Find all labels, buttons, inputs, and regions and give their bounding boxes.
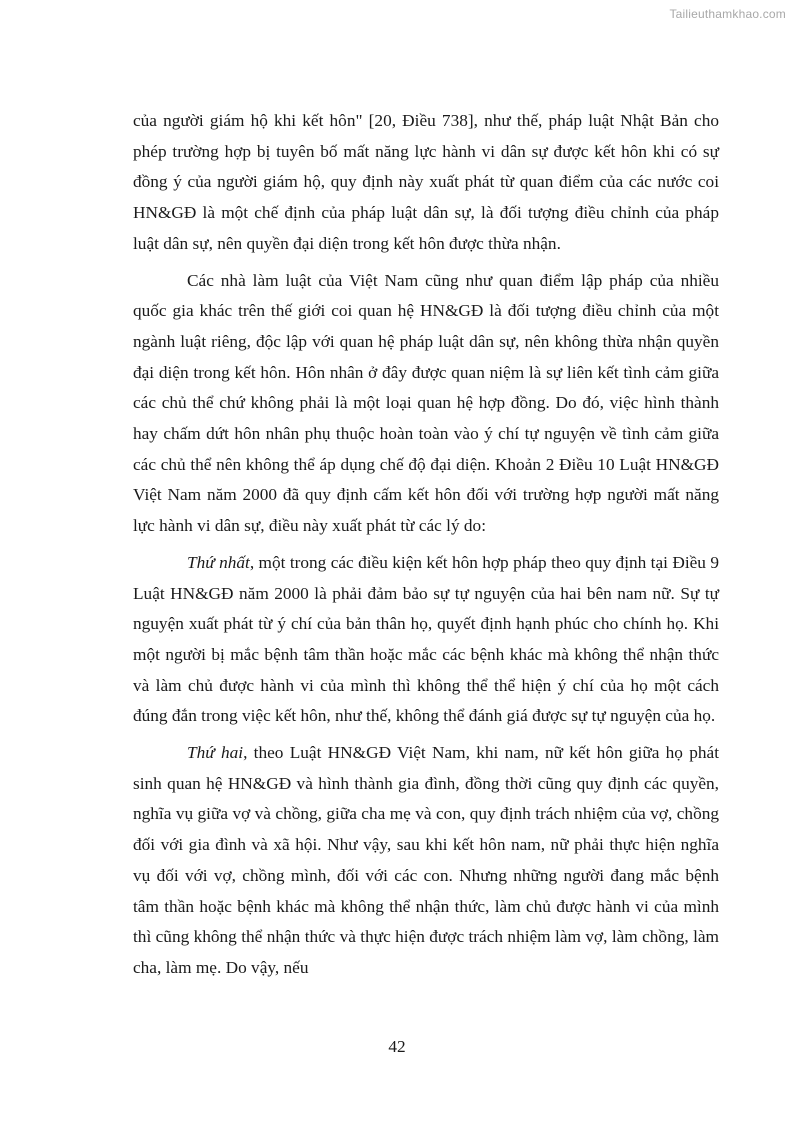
paragraph-lead: Thứ hai	[187, 743, 244, 763]
watermark: Tailieuthamkhao.com	[669, 7, 786, 21]
document-body	[133, 106, 719, 984]
paragraph-vietnam-view	[133, 266, 719, 542]
paragraph-text: , theo Luật HN&GĐ Việt Nam, khi nam, nữ kết hôn giữa họ phát sinh quan hệ HN&GĐ và hình thành gia đình, đồng thời cũng quy định các quyền, nghĩa vụ giữa vợ và chồng, giữa cha mẹ và con, quy định trách nhiệm của vợ, chồng đối với gia đình và xã hội. Như vậy, sau khi kết hôn nam, nữ phải thực hiện nghĩa vụ đối với vợ, chồng mình, đối với các con. Nhưng những người đang mắc bệnh tâm thần hoặc bệnh khác mà không thể nhận thức, làm chủ được hành vi của mình thì cũng không thể nhận thức và thực hiện được trách nhiệm làm vợ, làm chồng, làm cha, làm mẹ. Do vậy, nếu	[133, 743, 719, 977]
paragraph-text: Các nhà làm luật của Việt Nam cũng như quan điểm lập pháp của nhiều quốc gia khác trên thế giới coi quan hệ HN&GĐ là đối tượng điều chỉnh của một ngành luật riêng, độc lập với quan hệ pháp luật dân sự, nên không thừa nhận quyền đại diện trong kết hôn. Hôn nhân ở đây được quan niệm là sự liên kết tình cảm giữa các chủ thể chứ không phải là một loại quan hệ hợp đồng. Do đó, việc hình thành hay chấm dứt hôn nhân phụ thuộc hoàn toàn vào ý chí tự nguyện về tình cảm giữa các chủ thể nên không thể áp dụng chế độ đại diện. Khoản 2 Điều 10 Luật HN&GĐ Việt Nam năm 2000 đã quy định cấm kết hôn đối với trường hợp người mất năng lực hành vi dân sự, điều này xuất phát từ các lý do:	[133, 270, 719, 536]
paragraph-lead: Thứ nhất	[187, 552, 250, 572]
paragraph-first-reason	[133, 548, 719, 732]
page-number: 42	[388, 1037, 406, 1056]
paragraph-second-reason	[133, 738, 719, 984]
paragraph-text: của người giám hộ khi kết hôn" [20, Điều 738], như thế, pháp luật Nhật Bản cho phép trường hợp bị tuyên bố mất năng lực hành vi dân sự được kết hôn khi có sự đồng ý của người giám hộ, quy định này xuất phát từ quan điểm của các nước coi HN&GĐ là một chế định của pháp luật dân sự, là đối tượng điều chỉnh của pháp luật dân sự, nên quyền đại diện trong kết hôn được thừa nhận.	[133, 111, 719, 253]
paragraph-text: , một trong các điều kiện kết hôn hợp pháp theo quy định tại Điều 9 Luật HN&GĐ năm 2000 là phải đảm bảo sự tự nguyện của hai bên nam nữ. Sự tự nguyện xuất phát từ ý chí của bản thân họ, quyết định hạnh phúc cho chính họ. Khi một người bị mắc bệnh tâm thần hoặc mắc các bệnh khác mà không thể nhận thức và làm chủ được hành vi của mình thì không thể thể hiện ý chí của họ một cách đúng đắn trong việc kết hôn, như thế, không thể đánh giá được sự tự nguyện của họ.	[133, 552, 719, 726]
paragraph-continuation	[133, 106, 719, 260]
